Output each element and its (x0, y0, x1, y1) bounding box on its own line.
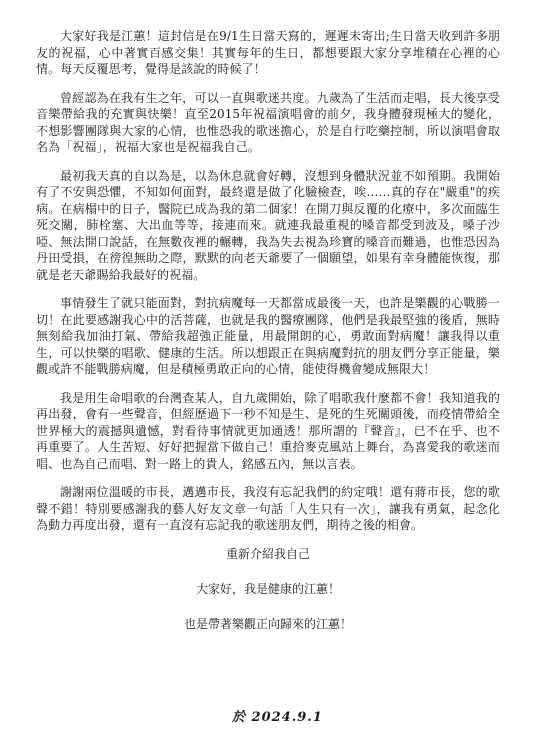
letter-date: 於 2024.9.1 (232, 710, 323, 725)
letter-paragraph-4: 事情發生了就只能面對，對抗病魔每一天都當成最後一天，也許是樂觀的心戰勝一切！在此要感謝我心中的活菩薩，也就是我的醫療團隊，他們是我最堅強的後盾，無時無刻給我加油打氣、帶給我超強正能量，用最開朗的心，勇敢面對病魔！讓我得以重生，可以快樂的唱歌、健康的生活。所以想跟正在與病魔對抗的朋友們分享正能量，樂觀或許不能戰勝病魔，但是積極勇敢正向的心情，能使得機會變成無限大！ (36, 296, 500, 376)
closing-healthy: 大家好，我是健康的江蕙！ (195, 581, 340, 596)
letter-paragraph-3: 最初我天真的自以為是，以為休息就會好轉，沒想到身體狀況並不如預期。我開始有了不安與恐懼，不知如何面對，最終還是做了化驗檢查，唉……真的存在"嚴重"的疾病。在病榻中的日子，醫院已成為我的第二個家！在開刀與反覆的化療中，多次面臨生死交關，肺栓塞、大出血等等，接連而來。就連我最重視的嗓音都受到波及，嗓子沙啞、無法開口說話，在無數夜裡的輾轉，我為失去視為珍寶的嗓音而難過，也惟恐因為丹田受損，在徬徨無助之際，默默的向老天爺要了一個願望，如果有幸身體能恢復，那就是老天爺賜給我最好的祝福。 (36, 168, 500, 282)
letter-paragraph-2: 曾經認為在我有生之年，可以一直與歌迷共度。九歲為了生活而走唱，長大後享受音樂帶給我的充實與快樂！直至2015年祝福演唱會的前夕，我身體發現極大的變化，不想影響團隊與大家的心情，也惟恐我的歌迷擔心，於是自行吃藥控制，所以演唱會取名為「祝福」，祝福大家也是祝福我自己。 (36, 90, 500, 154)
letter-paragraph-5: 我是用生命唱歌的台灣查某人，自九歲開始，除了唱歌我什麼都不會！我知道我的再出發，會有一些聲音，但經歷過下一秒不知是生、是死的生死關頭後，而疫情帶給全世界極大的震撼與遺憾，對看待事情就更加通透！那所謂的『聲音』，已不在乎、也不再重要了。人生苦短、好好把握當下做自己！重拾麥克風站上舞台，為喜愛我的歌迷而唱、也為自己而唱、對一路上的貴人，銘感五內，無以言表。 (36, 390, 500, 471)
closing-optimistic: 也是帶著樂觀正向歸來的江蕙！ (183, 616, 352, 631)
letter-paragraph-6: 謝謝兩位溫暖的市長，邁邁市長，我沒有忘記我們的約定哦！還有蔣市長，您的歌聲不錯！特別要感謝我的藝人好友文章一句話「人生只有一次」，讓我有勇氣，起念化為動力再度出發，還有一直沒有忘記我的歌迷朋友們，期待之後的相會。 (36, 485, 500, 532)
closing-reintroduce: 重新介紹我自己 (225, 546, 310, 561)
letter-paragraph-1: 大家好我是江蕙！這封信是在9/1生日當天寫的，遲遲未寄出;生日當天收到許多朋友的祝福，心中著實百感交集！其實每年的生日，都想要跟大家分享堆積在心裡的心情。每天反覆思考，覺得是該說的時候了！ (36, 29, 500, 76)
